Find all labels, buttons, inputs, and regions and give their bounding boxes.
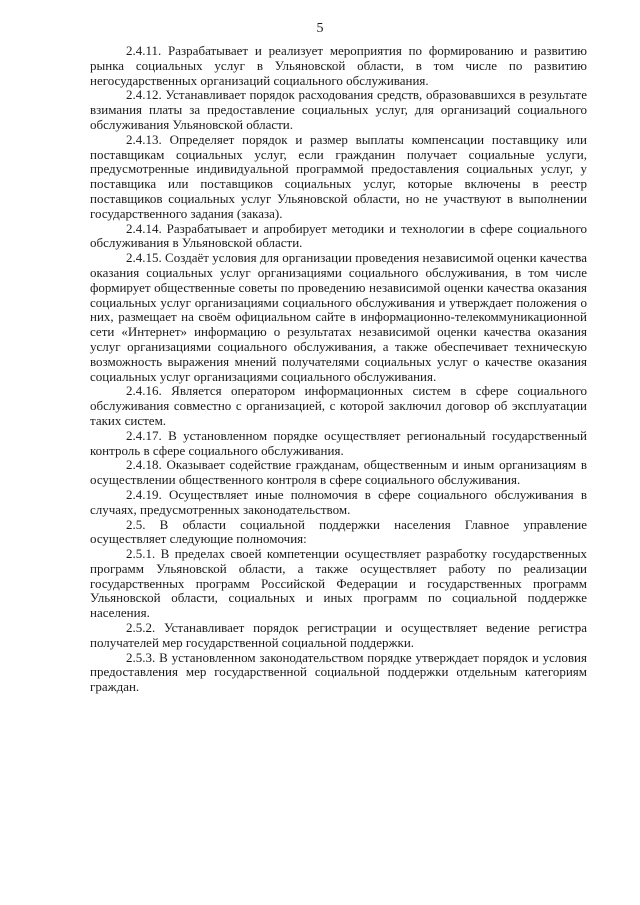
paragraph-2-4-18: 2.4.18. Оказывает содействие гражданам, общественным и иным организациям в осуществлении общественного контроля в сфере социального обслуживания.: [90, 457, 587, 488]
paragraph-2-5-2: 2.5.2. Устанавливает порядок регистрации и осуществляет ведение регистра получателей мер государственной социальной поддержки.: [90, 620, 587, 650]
paragraph-2-4-17: 2.4.17. В установленном порядке осуществляет региональный государственный контроль в сфере социального обслуживания.: [90, 427, 587, 458]
document-body: [90, 44, 587, 695]
paragraph-2-4-11: 2.4.11. Разрабатывает и реализует мероприятия по формированию и развитию рынка социальных услуг в Ульяновской области, в том числе по развитию негосударственных организаций социального обслуживания.: [90, 43, 587, 88]
paragraph-2-4-19: 2.4.19. Осуществляет иные полномочия в сфере социального обслуживания в случаях, предусмотренных законодательством.: [90, 486, 587, 517]
paragraph-2-4-13: 2.4.13. Определяет порядок и размер выплаты компенсации поставщику или поставщикам социальных услуг, если гражданин получает социальные услуги, предусмотренные индивидуальной программой предоставления социальных услуг, у поставщика или поставщиков социальных услуг, которые включены в реестр поставщиков социальных услуг Ульяновской области, но не участвуют в выполнении государственного задания (заказа).: [90, 131, 587, 221]
paragraph-2-4-14: 2.4.14. Разрабатывает и апробирует методики и технологии в сфере социального обслуживания в Ульяновской области.: [90, 220, 587, 251]
paragraph-2-4-15: 2.4.15. Создаёт условия для организации проведения независимой оценки качества оказания социальных услуг организациями социального обслуживания, в том числе формирует общественные советы по проведению независимой оценки качества оказания социальных услуг организациями социального обслуживания и утверждает положения о них, размещает на своём официальном сайте в информационно-телекоммуникационной сети «Интернет» информацию о результатах независимой оценки качества оказания услуг организациями социального обслуживания, а также обеспечивает техническую возможность выражения мнений получателями социальных услуг о качестве оказания социальных услуг организациями социального обслуживания.: [90, 250, 587, 384]
paragraph-2-5-3: 2.5.3. В установленном законодательством порядке утверждает порядок и условия предоставления мер государственной социальной поддержки отдельным категориям граждан.: [90, 649, 587, 695]
paragraph-2-4-12: 2.4.12. Устанавливает порядок расходования средств, образовавшихся в результате взимания платы за предоставление социальных услуг, для организаций социального обслуживания Ульяновской области.: [90, 87, 587, 132]
paragraph-2-5-1: 2.5.1. В пределах своей компетенции осуществляет разработку государственных программ Ульяновской области, а также осуществляет работу по реализации государственных программ Российской Федерации и государственных программ Ульяновской области, социальных и иных программ по социальной поддержке населения.: [90, 546, 587, 621]
page-number: 5: [316, 21, 324, 36]
paragraph-2-5: 2.5. В области социальной поддержки населения Главное управление осуществляет следующие полномочия:: [90, 516, 587, 547]
paragraph-2-4-16: 2.4.16. Является оператором информационных систем в сфере социального обслуживания совместно с организацией, с которой заключил договор об эксплуатации таких систем.: [90, 383, 587, 428]
